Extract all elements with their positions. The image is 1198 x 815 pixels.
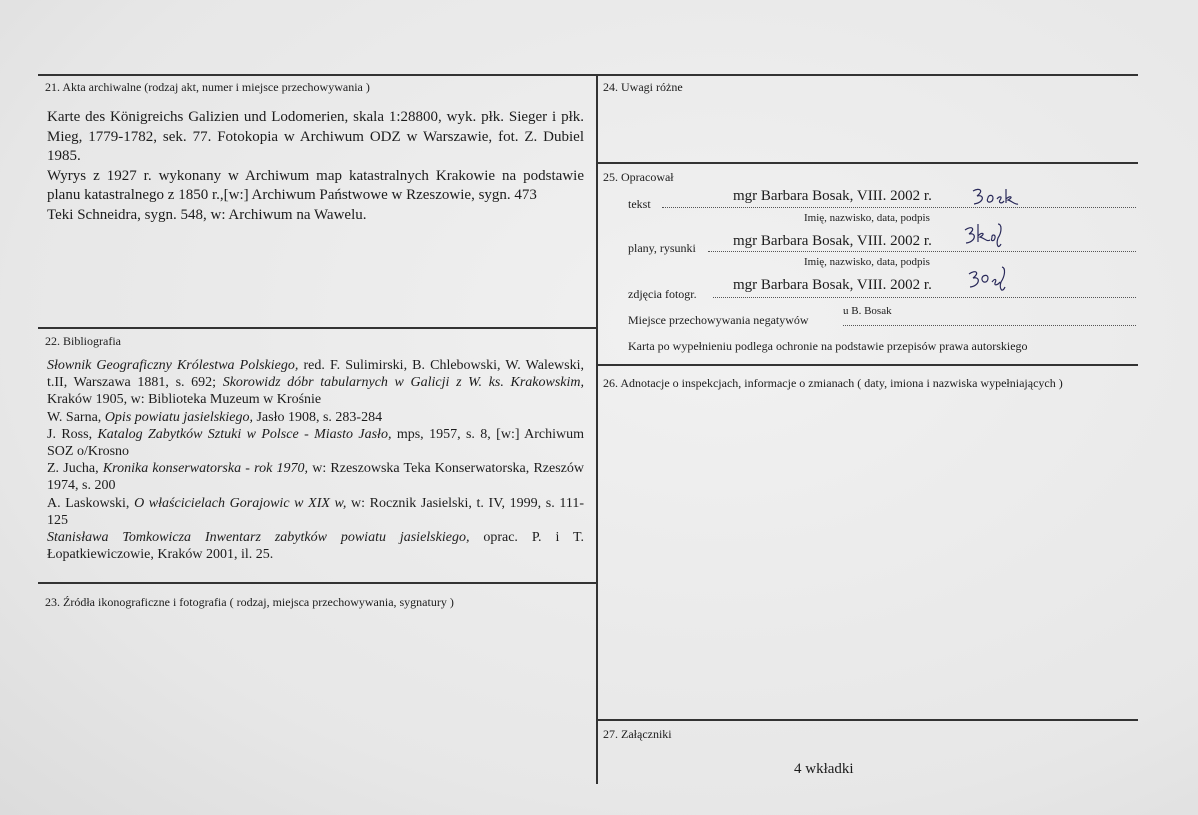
bibliography-entry: Z. Jucha, Kronika konserwatorska - rok 1970, w: Rzeszowska Teka Konserwatorska, Rzeszów 1974, s. 200 xyxy=(47,461,584,494)
bibliography-entry: A. Laskowski, O właścicielach Gorajowic w XIX w, w: Rocznik Jasielski, t. IV, 1999, s. 111-125 xyxy=(47,495,584,528)
bibliography-entry: Słownik Geograficzny Królestwa Polskiego, red. F. Sulimirski, B. Chlebowski, W. Walewski, t.II, Warszawa 1881, s. 692; Skorowidz dóbr tabularnych w Galicji z W. ks. Krakowskim, Kraków 1905, w: Biblioteka Muzeum w Krośnie xyxy=(47,358,584,408)
rule-top xyxy=(38,74,1138,76)
rule-s26 xyxy=(597,364,1138,366)
tekst-author-value: mgr Barbara Bosak, VIII. 2002 r. xyxy=(733,188,932,204)
copyright-note: Karta po wypełnieniu podlega ochronie na podstawie przepisów prawa autorskiego xyxy=(628,339,1028,353)
plany-label: plany, rysunki xyxy=(628,241,696,255)
negatywy-dotted-line xyxy=(843,325,1136,326)
archive-entry: Karte des Königreichs Galizien und Lodomerien, skala 1:28800, wyk. płk. Sieger i płk. Mieg, 1779-1782, sek. 77. Fotokopia w Archiwum ODZ w Warszawie, fot. Z. Dubiel 1985. xyxy=(47,109,584,164)
column-divider xyxy=(596,74,598,784)
rule-s27 xyxy=(597,719,1138,721)
section-23-title: 23. Źródła ikonograficzne i fotografia ( rodzaj, miejsca przechowywania, sygnatury ) xyxy=(45,595,454,609)
plany-dotted-line xyxy=(708,251,1136,252)
zdjecia-label: zdjęcia fotogr. xyxy=(628,287,697,301)
bibliography-entry: Stanisława Tomkowicza Inwentarz zabytków powiatu jasielskiego, oprac. P. i T. Łopatkiewiczowie, Kraków 2001, il. 25. xyxy=(47,530,584,563)
signature-image xyxy=(964,264,1010,296)
signature-image xyxy=(960,220,1008,254)
section-22-title: 22. Bibliografia xyxy=(45,334,121,348)
section-21-title: 21. Akta archiwalne (rodzaj akt, numer i miejsce przechowywania ) xyxy=(45,80,370,94)
tekst-label: tekst xyxy=(628,197,651,211)
section-27-title: 27. Załączniki xyxy=(603,727,672,741)
attachments-value: 4 wkładki xyxy=(794,761,854,777)
section-26-title: 26. Adnotacje o inspekcjach, informacje o zmianach ( daty, imiona i nazwiska wypełniających ) xyxy=(603,376,1063,390)
bibliography-entry: W. Sarna, Opis powiatu jasielskiego, Jasło 1908, s. 283-284 xyxy=(47,409,383,425)
archive-entry: Wyrys z 1927 r. wykonany w Archiwum map katastralnych Krakowie na podstawie planu katastralnego z 1850 r.,[w:] Archiwum Państwowe w Rzeszowie, sygn. 473 xyxy=(47,167,584,203)
section-24-title: 24. Uwagi różne xyxy=(603,80,683,94)
archive-entry: Teki Schneidra, sygn. 548, w: Archiwum na Wawelu. xyxy=(47,206,367,223)
signature-image xyxy=(968,185,1020,209)
tekst-dotted-line xyxy=(662,207,1136,208)
signature-caption: Imię, nazwisko, data, podpis xyxy=(804,212,930,224)
negatywy-location-value: u B. Bosak xyxy=(843,305,892,317)
section-25-title: 25. Opracował xyxy=(603,170,674,184)
section-21-body xyxy=(47,108,584,225)
rule-s23 xyxy=(38,582,598,584)
rule-s22 xyxy=(38,327,598,329)
zdjecia-author-value: mgr Barbara Bosak, VIII. 2002 r. xyxy=(733,277,932,293)
negatywy-label: Miejsce przechowywania negatywów xyxy=(628,313,809,327)
signature-caption: Imię, nazwisko, data, podpis xyxy=(804,256,930,268)
zdjecia-dotted-line xyxy=(713,297,1136,298)
rule-s25 xyxy=(597,162,1138,164)
bibliography-list xyxy=(47,357,584,563)
bibliography-entry: J. Ross, Katalog Zabytków Sztuki w Polsce - Miasto Jasło, mps, 1957, s. 8, [w:] Archiwum SOZ o/Krosno xyxy=(47,426,584,460)
plany-author-value: mgr Barbara Bosak, VIII. 2002 r. xyxy=(733,233,932,249)
